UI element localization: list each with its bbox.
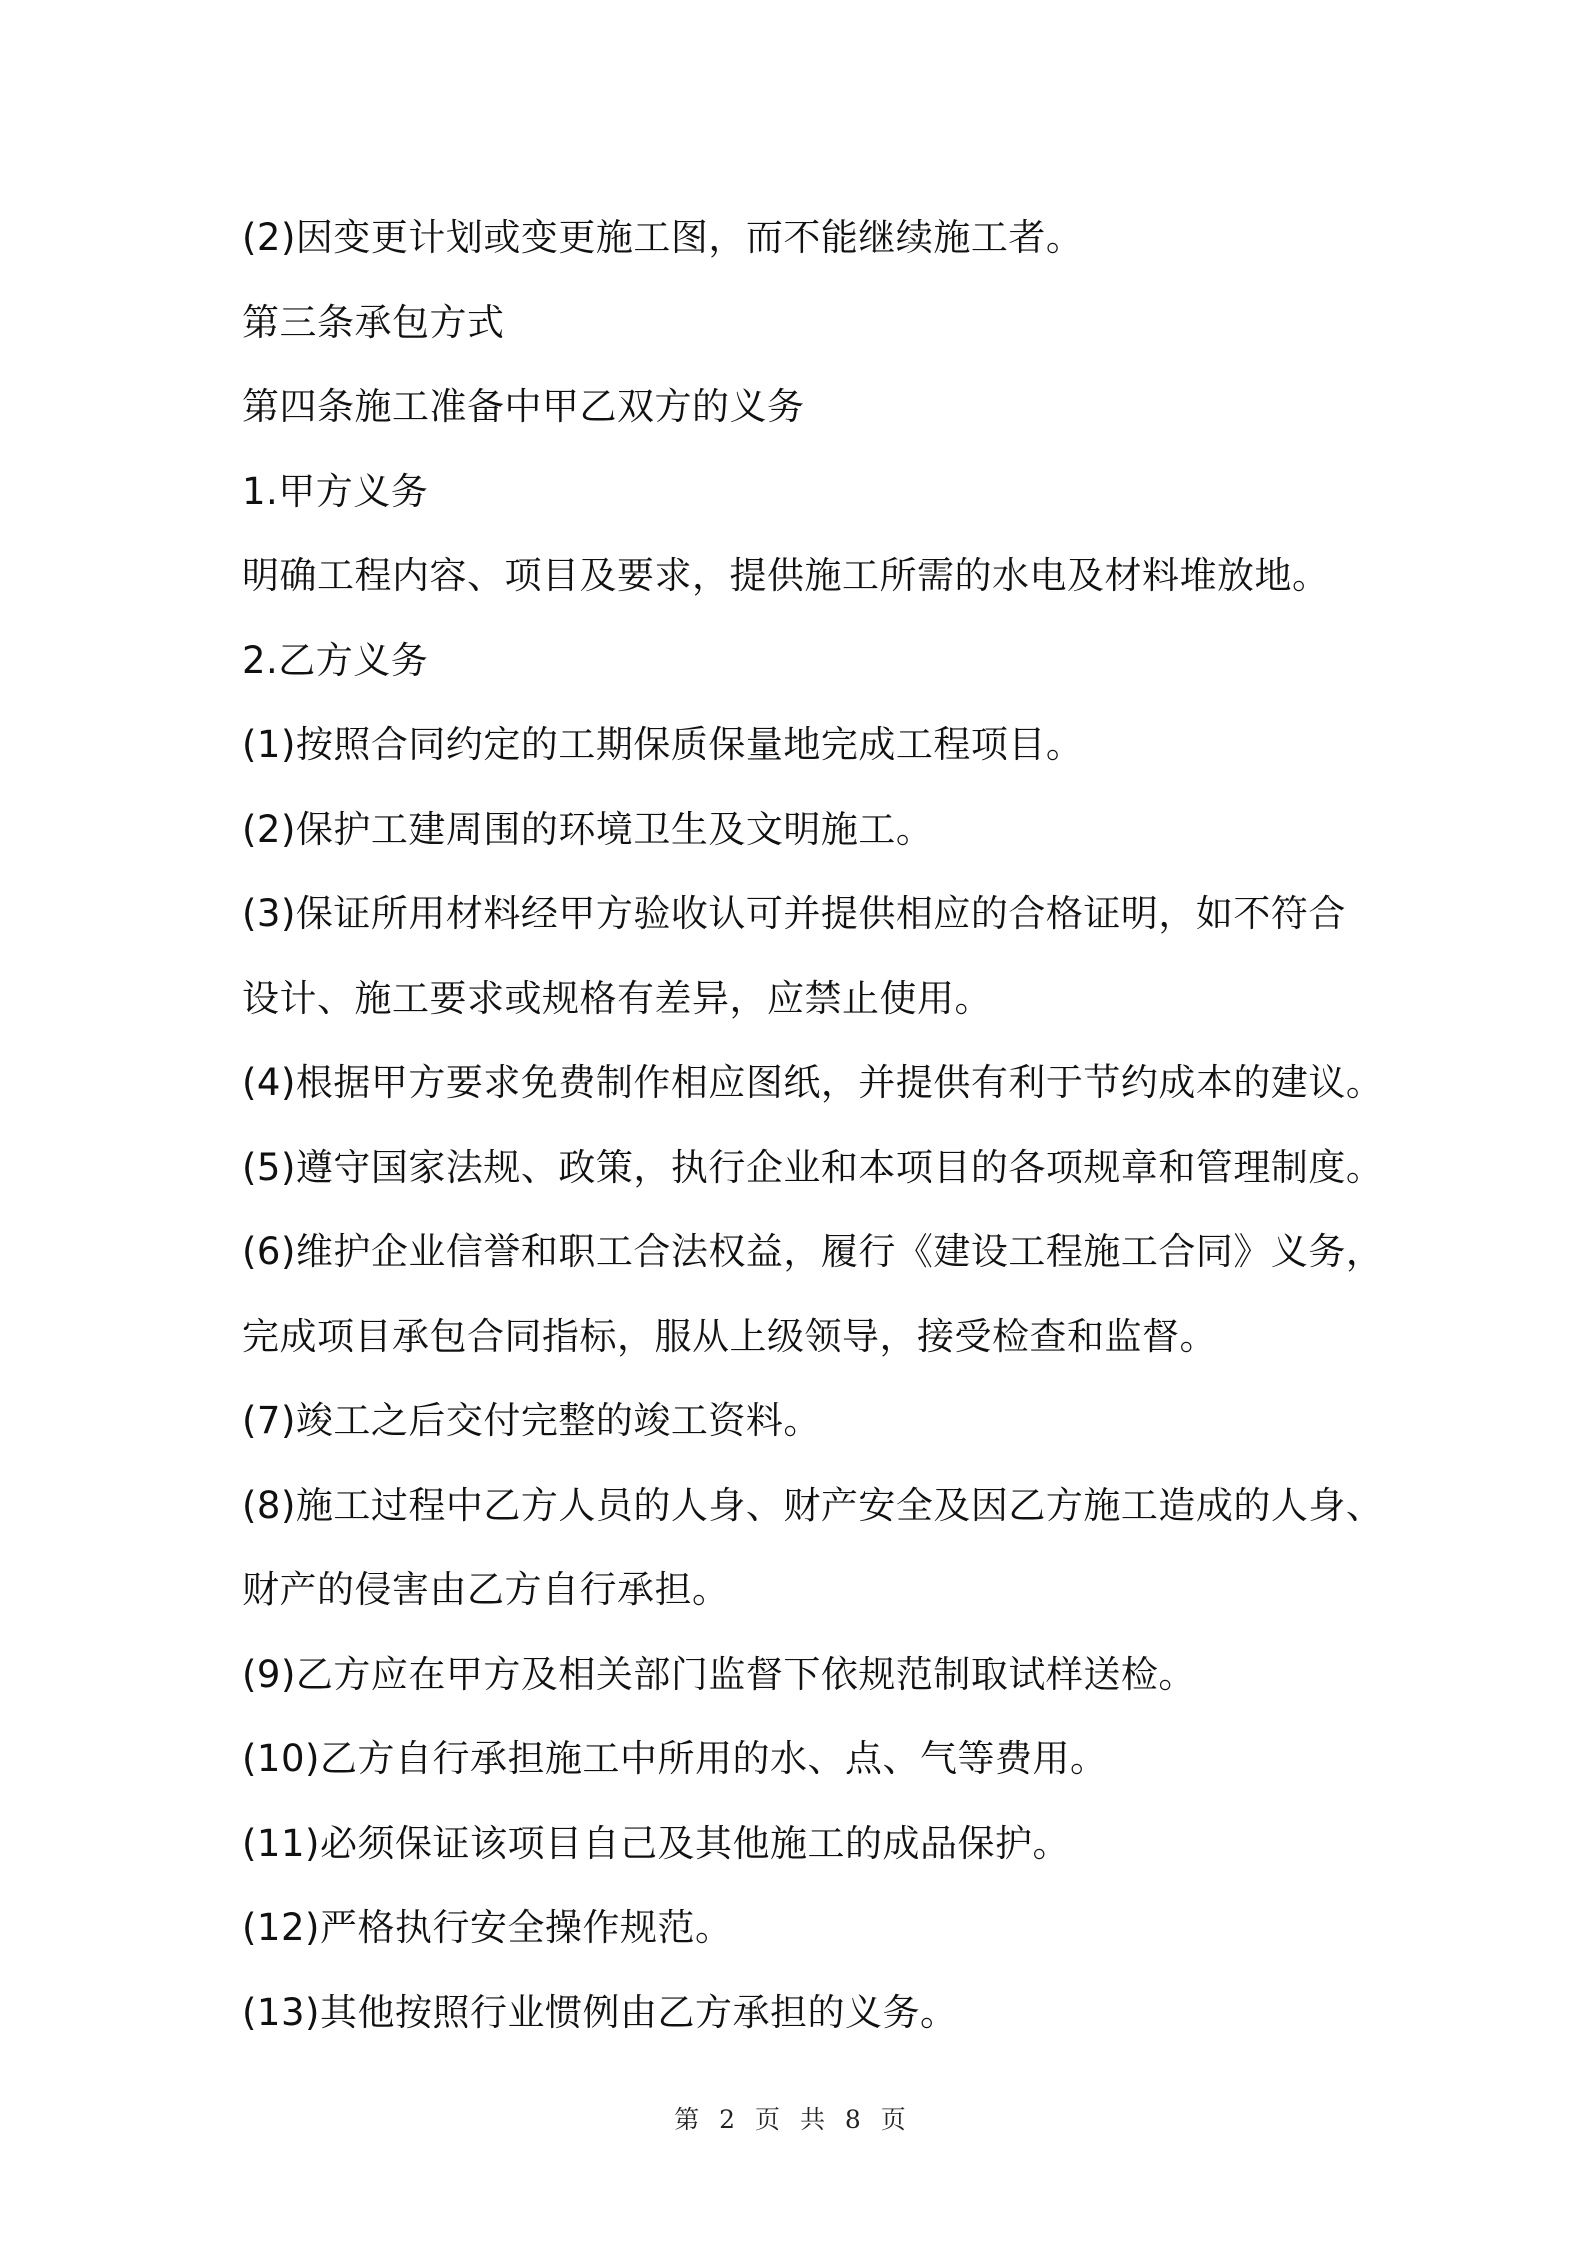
subsection-heading: 1.甲方义务 — [242, 469, 429, 513]
list-item: (3)保证所用材料经甲方验收认可并提供相应的合格证明，如不符合 — [242, 892, 1346, 935]
list-item: (5)遵守国家法规、政策，执行企业和本项目的各项规章和管理制度。 — [242, 1145, 1384, 1189]
list-item: (9)乙方应在甲方及相关部门监督下依规范制取试样送检。 — [242, 1652, 1196, 1696]
list-item-continuation: 财产的侵害由乙方自行承担。 — [242, 1568, 730, 1611]
list-item: (1)按照合同约定的工期保质保量地完成工程项目。 — [242, 723, 1084, 766]
list-item: (4)根据甲方要求免费制作相应图纸，并提供有利于节约成本的建议。 — [242, 1061, 1384, 1104]
subsection-heading: 2.乙方义务 — [242, 638, 429, 682]
list-item: (8)施工过程中乙方人员的人身、财产安全及因乙方施工造成的人身、 — [242, 1483, 1384, 1527]
text-line: 明确工程内容、项目及要求，提供施工所需的水电及材料堆放地。 — [242, 554, 1330, 597]
list-item: (10)乙方自行承担施工中所用的水、点、气等费用。 — [242, 1737, 1108, 1780]
section-heading: 第三条承包方式 — [242, 300, 505, 344]
page-number-footer: 第 2 页 共 8 页 — [674, 2105, 912, 2134]
section-heading: 第四条施工准备中甲乙双方的义务 — [242, 385, 805, 428]
text-line: (2)因变更计划或变更施工图，而不能继续施工者。 — [242, 216, 1084, 259]
list-item: (11)必须保证该项目自己及其他施工的成品保护。 — [242, 1821, 1070, 1865]
list-item: (2)保护工建周围的环境卫生及文明施工。 — [242, 807, 934, 851]
document-body — [242, 196, 1384, 2055]
list-item: (13)其他按照行业惯例由乙方承担的义务。 — [242, 1990, 958, 2034]
list-item: (6)维护企业信誉和职工合法权益，履行《建设工程施工合同》义务， — [242, 1230, 1384, 1273]
list-item-continuation: 设计、施工要求或规格有差异，应禁止使用。 — [242, 976, 992, 1020]
list-item: (12)严格执行安全操作规范。 — [242, 1906, 733, 1949]
list-item-continuation: 完成项目承包合同指标，服从上级领导，接受检查和监督。 — [242, 1314, 1217, 1358]
list-item: (7)竣工之后交付完整的竣工资料。 — [242, 1399, 821, 1442]
